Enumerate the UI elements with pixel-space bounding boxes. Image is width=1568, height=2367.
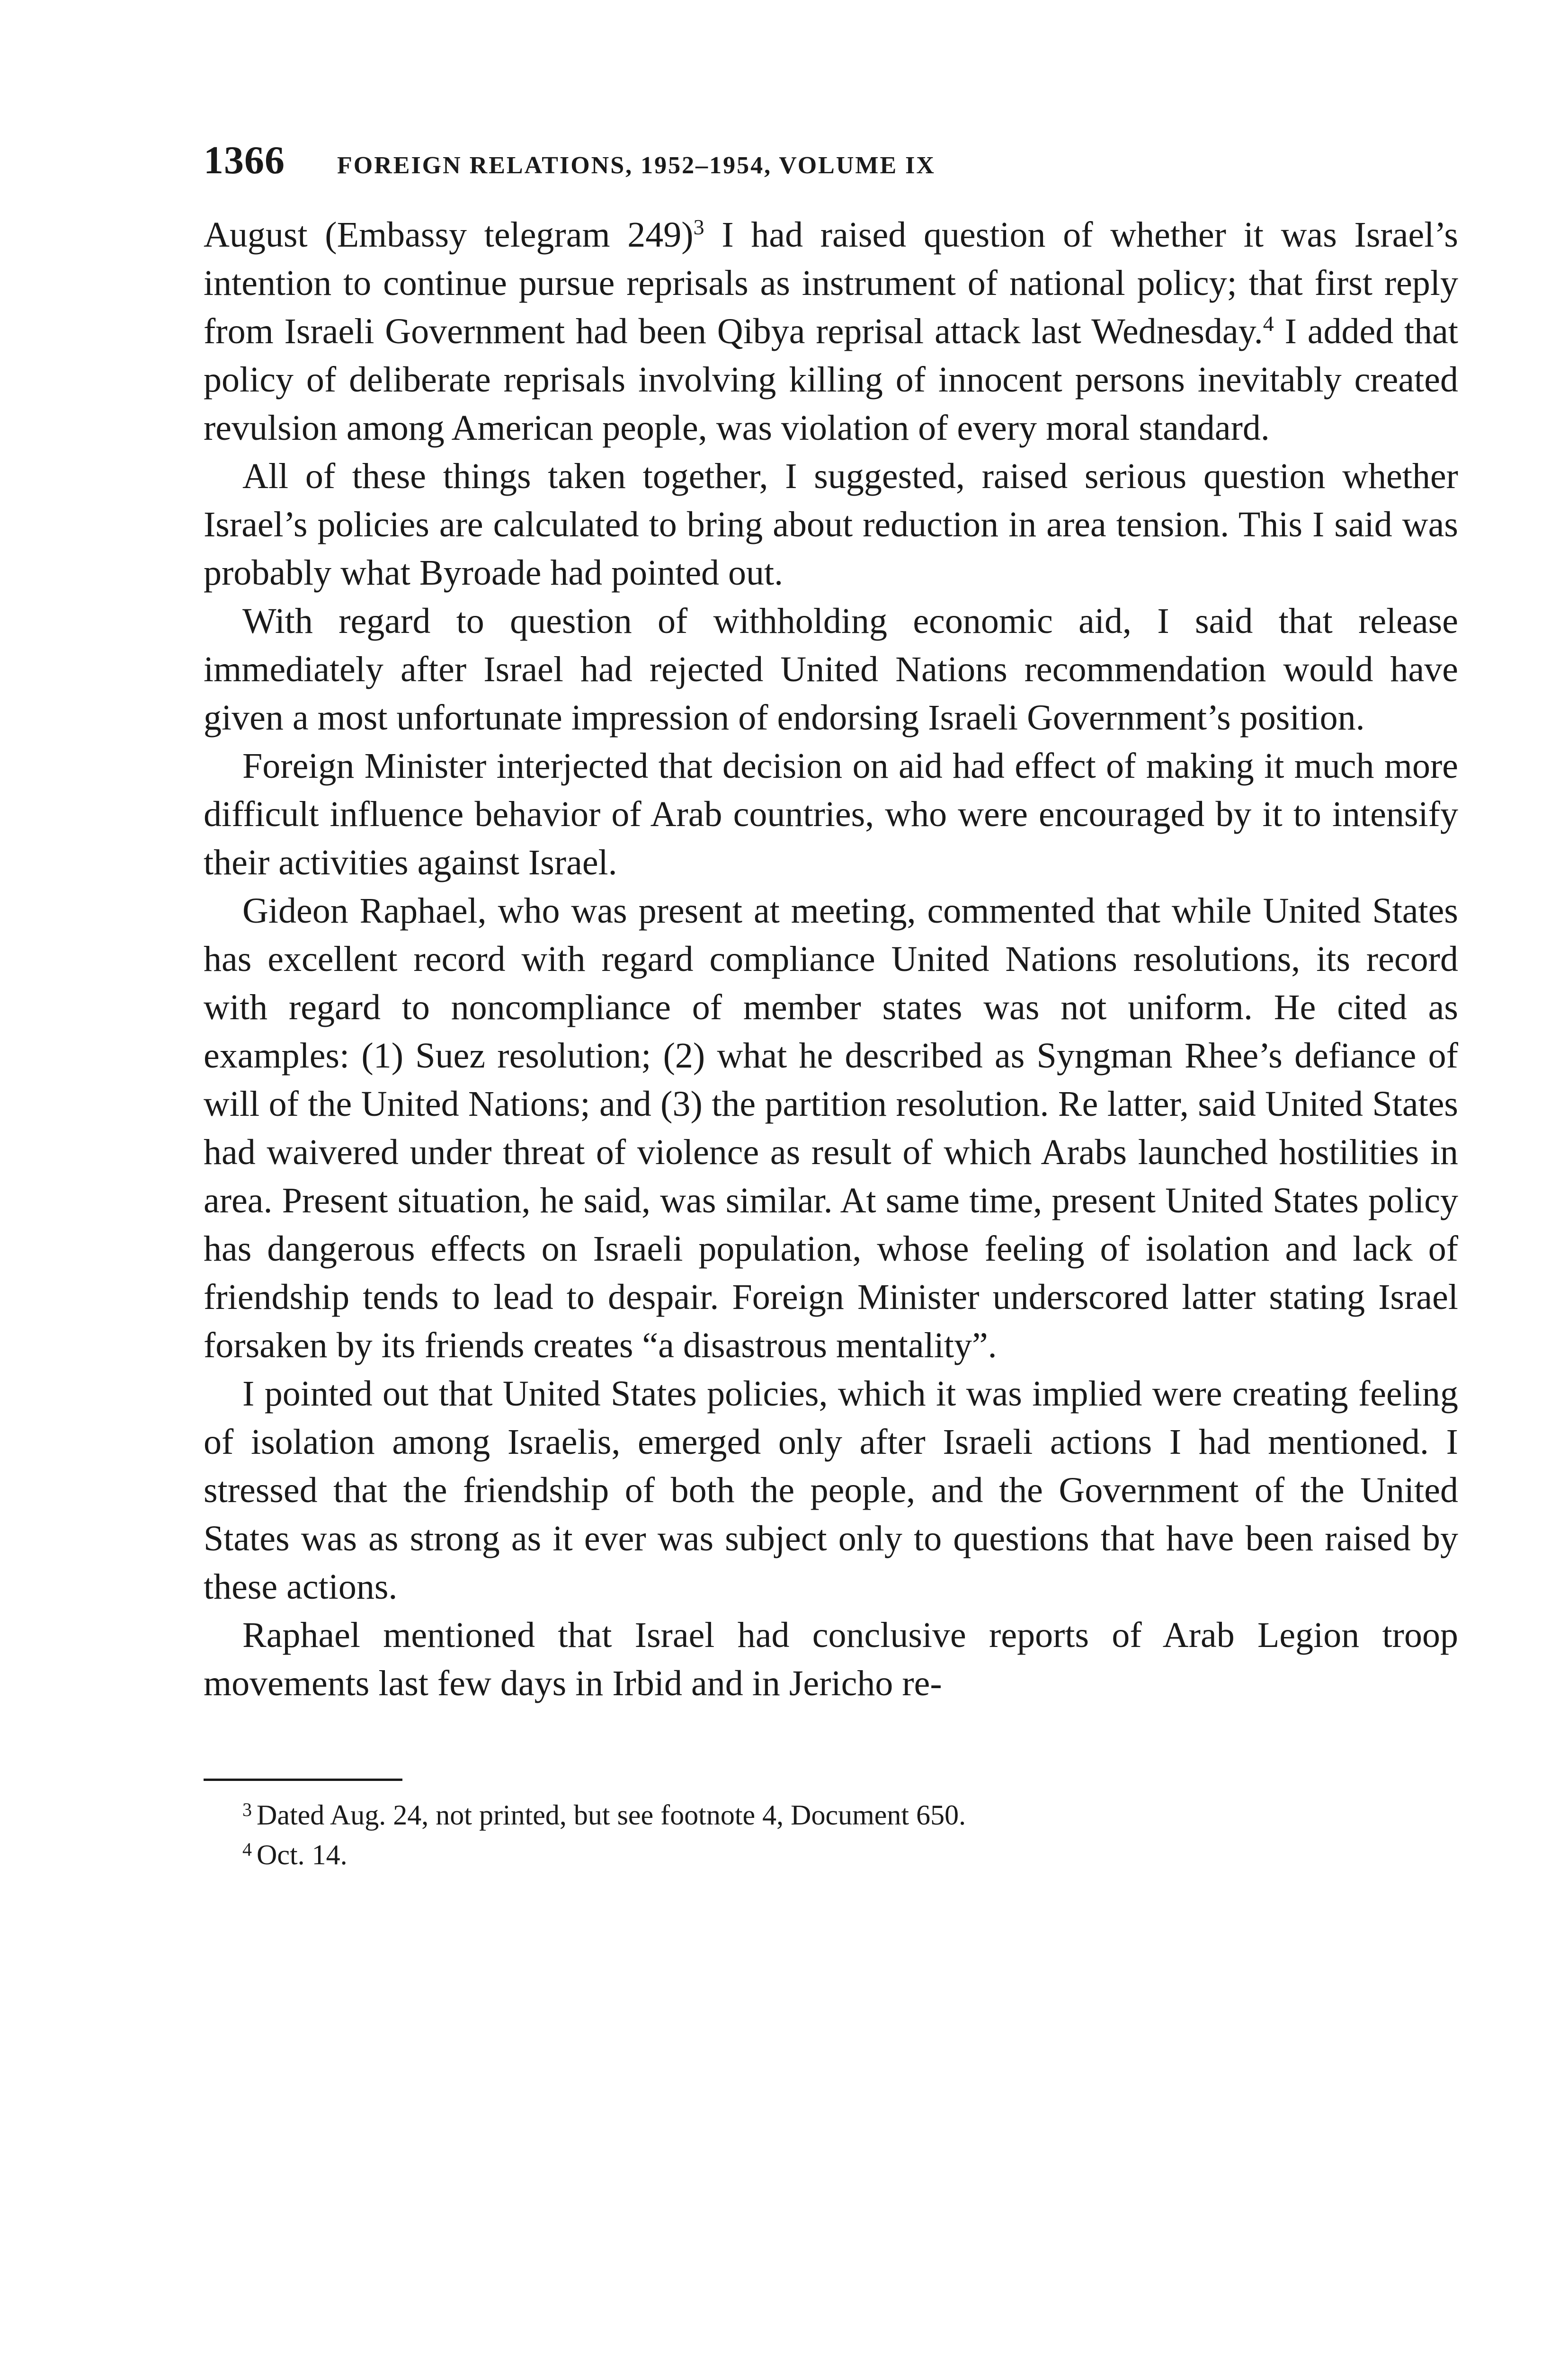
footnote-4-text: Oct. 14. bbox=[257, 1839, 347, 1870]
footnotes bbox=[204, 1795, 1458, 1875]
body-text bbox=[204, 211, 1458, 1708]
paragraph-6: I pointed out that United States policies, which it was implied were creating feeling of isolation among Israelis, emerged only after Israeli actions I had mentioned. I stressed that the friendship of both the people, and the Government of the United States was as strong as it ever was subject only to questions that have been raised by these actions. bbox=[204, 1374, 1458, 1607]
paragraph-1-part-a: August (Embassy telegram 249) bbox=[204, 215, 694, 255]
paragraph-1-part-c: I added that policy of deliberate reprisals involving killing of innocent persons inevitably created revulsion among American people, was violation of every moral standard. bbox=[204, 311, 1458, 448]
footnote-ref-4: 4 bbox=[1263, 311, 1274, 336]
footnote-3-mark: 3 bbox=[242, 1799, 252, 1820]
footnote-divider bbox=[204, 1779, 402, 1781]
footnote-3 bbox=[242, 1795, 1458, 1835]
page-number: 1366 bbox=[204, 138, 285, 182]
paragraph-5: Gideon Raphael, who was present at meeting, commented that while United States has excellent record with regard compliance United Nations resolutions, its record with regard to noncompliance of member states was not uniform. He cited as examples: (1) Suez resolution; (2) what he described as Syngman Rhee’s defiance of will of the United Nations; and (3) the partition resolution. Re latter, said United States had waivered under threat of violence as result of which Arabs launched hostilities in area. Present situation, he said, was similar. At same time, present United States policy has dangerous effects on Israeli population, whose feeling of isolation and lack of friendship tends to lead to despair. Foreign Minister underscored latter stating Israel forsaken by its friends creates “a disastrous mentality”. bbox=[204, 891, 1458, 1365]
paragraph-7: Raphael mentioned that Israel had conclusive reports of Arab Legion troop movements last few days in Irbid and in Jericho re- bbox=[204, 1615, 1458, 1703]
paragraph-1 bbox=[204, 211, 1458, 452]
footnote-4-mark: 4 bbox=[242, 1839, 252, 1860]
footnote-3-text: Dated Aug. 24, not printed, but see footnote 4, Document 650. bbox=[257, 1799, 966, 1831]
running-head: FOREIGN RELATIONS, 1952–1954, VOLUME IX bbox=[337, 152, 935, 179]
footnote-ref-3: 3 bbox=[693, 215, 704, 239]
page-header bbox=[204, 137, 1458, 189]
paragraph-3: With regard to question of withholding economic aid, I said that release immediately after Israel had rejected United Nations recommendation would have given a most unfortunate impression of endorsing Israeli Government’s position. bbox=[204, 601, 1458, 738]
footnote-4 bbox=[242, 1835, 1458, 1875]
paragraph-4: Foreign Minister interjected that decision on aid had effect of making it much more difficult influence behavior of Arab countries, who were encouraged by it to intensify their activities against Israel. bbox=[204, 746, 1458, 882]
paragraph-2: All of these things taken together, I suggested, raised serious question whether Israel’s policies are calculated to bring about reduction in area tension. This I said was probably what Byroade had pointed out. bbox=[204, 456, 1458, 593]
document-page bbox=[204, 137, 1458, 1875]
paragraph-1-part-b: I had raised question of whether it was Israel’s intention to continue pursue reprisals as instrument of national policy; that first reply from Israeli Government had been Qibya reprisal attack last Wednesday. bbox=[204, 215, 1459, 351]
